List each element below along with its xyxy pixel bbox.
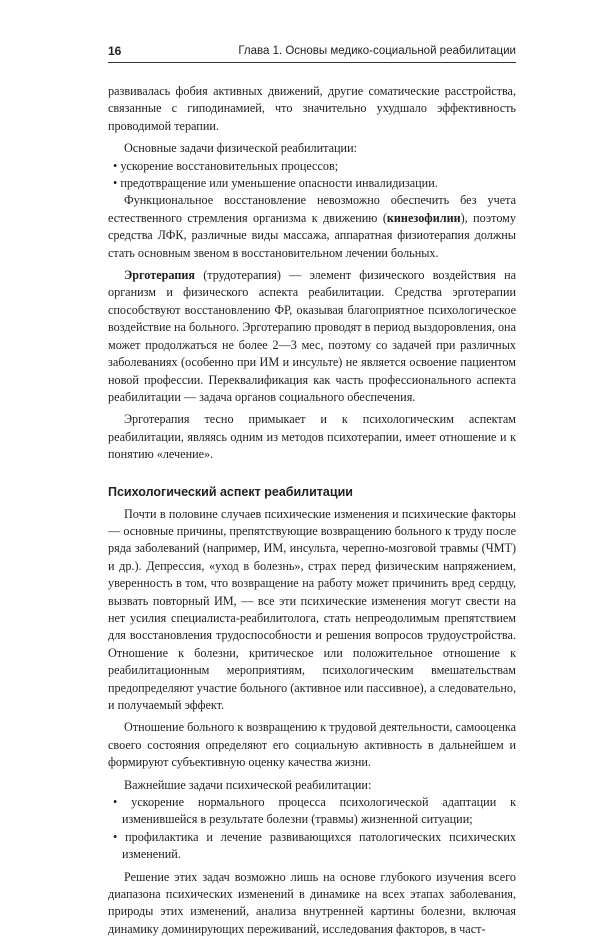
- paragraph-psych-1: Почти в половине случаев психические изменения и психические факторы — основные причины, препятствующие возвращению больного к труду после ряда заболеваний (например, ИМ, инсульта, черепно-мозговой травмы (ЧМТ) и др.). Депрессия, «уход в болезнь», страх перед физическим напряжением, уверенность в том, что возвращение на работу может причинить вред сердцу, вызвать повторный ИМ, — все эти психические изменения могут свести на нет усилия специалиста-реабилитолога, стать непреодолимым препятствием для восстановления трудоспособности и решения вопросов трудоустройства. Отношение к болезни, критическое или положительное отношение к реабилитационным мероприятиям, психологическим вмешательствам предопределяют участие больного (активное или пассивное), а следовательно, и получаемый эффект.: [108, 506, 517, 712]
- tasks-physical-list: [108, 158, 516, 193]
- list-item: • ускорение нормального процесса психологической адаптации к изменившейся в результате болезни (травмы) жизненной ситуации;: [113, 795, 516, 827]
- paragraph-intro: развивалась фобия активных движений, другие соматические расстройства, связанные с гиподинамией, что значительно ухудшало эффективность проводимой терапии.: [108, 84, 516, 133]
- term-ergotherapy: Эрготерапия: [124, 268, 195, 283]
- tasks-physical-heading: Основные задачи физической реабилитации:: [124, 141, 357, 156]
- list-item: • ускорение восстановительных процессов;: [113, 158, 339, 173]
- paragraph-functional: [108, 192, 516, 262]
- list-item: • профилактика и лечение развивающихся патологических психических изменений.: [113, 829, 516, 862]
- running-header: [108, 44, 516, 63]
- text-run: (трудотерапия) — элемент физического воздействия на организм и физического аспекта реабилитации. Средства эрготерапии способствуют восстановлению ФР, оказывая благоприятное психологическое воздействие на больного. Эрготерапию проводят в период выздоровления, она может продолжаться не более 2—3 мес, поэтому со задачей при различных заболеваниях (особенно при ИМ и инсульте) не является освоение пациентом новой профессии. Переквалификация как часть профессионального аспекта реабилитации — задача органов социального обеспечения.: [108, 268, 516, 404]
- chapter-title: Глава 1. Основы медико-социальной реабилитации: [238, 45, 516, 57]
- term-kinesophilia: кинезофилии: [386, 210, 461, 225]
- text-run: ), поэтому средства ЛФК, различные виды массажа, аппаратная физиотерапия должны стать основным звеном в восстановительном лечении больных.: [108, 210, 516, 260]
- paragraph-final: Решение этих задач возможно лишь на основе глубокого изучения всего диапазона психических изменений в динамике на всех этапах заболевания, природы этих изменений, анализа внутренней картины болезни, включая динамику доминирующих переживаний, исследования факторов, в част-: [108, 869, 516, 936]
- paragraph-ergotherapy-2: Эрготерапия тесно примыкает и к психологическим аспектам реабилитации, являясь одним из методов психотерапии, имеет отношение и к понятию «лечение».: [108, 412, 516, 462]
- tasks-psych-list: [108, 794, 516, 864]
- text-run: Функциональное восстановление невозможно обеспечить без учета естественного стремления организма к движению (: [108, 193, 516, 225]
- paragraph-ergotherapy: [108, 267, 516, 406]
- paragraph-psych-2: Отношение больного к возвращению к трудовой деятельности, самооценка своего состояния определяют его социальную активность в дальнейшем и формируют субъективную оценку качества жизни.: [108, 720, 516, 770]
- section-heading: Психологический аспект реабилитации: [108, 484, 353, 499]
- tasks-psych-heading: Важнейшие задачи психической реабилитации:: [124, 777, 372, 792]
- page-number: 16: [108, 44, 122, 58]
- list-item: • предотвращение или уменьшение опасности инвалидизации.: [113, 176, 438, 191]
